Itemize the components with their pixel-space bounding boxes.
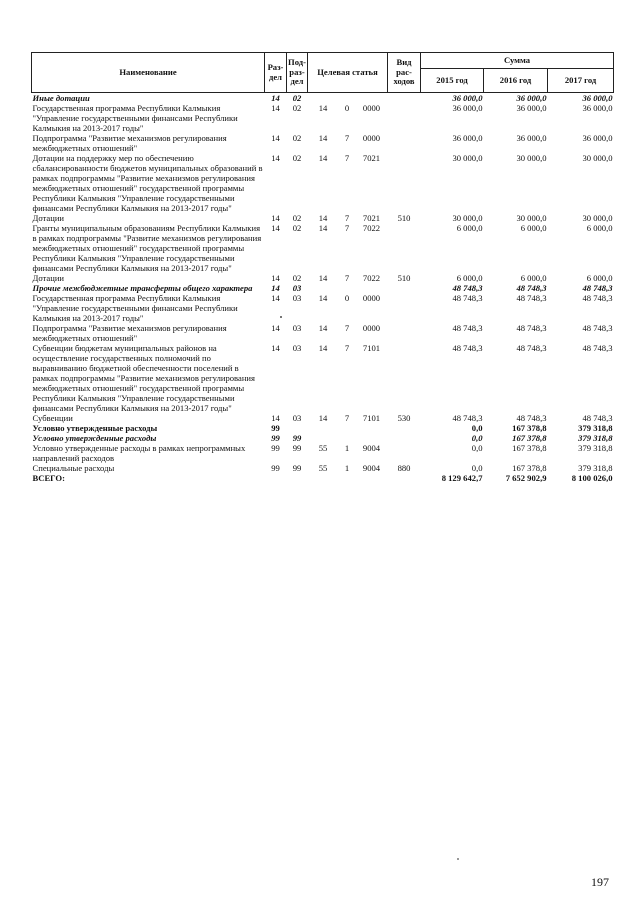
row-subsection: 02: [292, 103, 302, 113]
row-target-program: [308, 283, 339, 293]
row-expense-type: [388, 293, 421, 323]
row-sum-2015: 30 000,0: [452, 213, 483, 223]
row-section: 99: [271, 423, 280, 433]
row-sum-2015: 48 748,3: [452, 283, 483, 293]
row-sum-2017: 379 318,8: [578, 423, 613, 433]
row-expense-type: [388, 133, 421, 153]
row-target-program: 14: [318, 343, 328, 353]
row-section: 14: [271, 93, 280, 103]
row-section: 14: [271, 413, 280, 423]
row-target-code: 0000: [362, 323, 381, 333]
table-row: [32, 213, 614, 223]
row-target-subprogram: 7: [344, 133, 350, 143]
budget-table: [31, 52, 614, 483]
row-sum-2015: 6 000,0: [456, 223, 483, 233]
row-sum-2015: 36 000,0: [452, 133, 483, 143]
row-sum-2015: 0,0: [471, 433, 483, 443]
row-sum-2016: 7 652 902,9: [505, 473, 547, 483]
row-target-subprogram: [339, 473, 356, 483]
row-subsection: 03: [292, 343, 302, 353]
row-sum-2017: 36 000,0: [582, 93, 613, 103]
header-sum: Сумма: [421, 53, 614, 69]
row-target-code: 7021: [362, 153, 381, 163]
row-name: Иные дотации: [32, 93, 90, 103]
table-row: [32, 413, 614, 423]
row-target-program: 55: [318, 443, 328, 453]
row-name: Условно утвержденные расходы: [32, 423, 158, 433]
row-sum-2016: 167 378,8: [512, 463, 547, 473]
row-section: 99: [271, 443, 280, 453]
header-name: Наименование: [32, 53, 265, 93]
row-section: 14: [271, 133, 280, 143]
row-target-program: 14: [318, 103, 328, 113]
row-section: 14: [271, 323, 280, 333]
row-sum-2016: 36 000,0: [516, 103, 547, 113]
row-target-program: [308, 433, 339, 443]
row-subsection: [287, 423, 308, 433]
row-sum-2017: 48 748,3: [582, 323, 613, 333]
row-sum-2017: 8 100 026,0: [571, 473, 613, 483]
row-sum-2016: 48 748,3: [516, 293, 547, 303]
row-section: [265, 473, 287, 483]
row-sum-2016: 167 378,8: [512, 423, 547, 433]
row-target-subprogram: 7: [344, 213, 350, 223]
row-sum-2017: 30 000,0: [582, 153, 613, 163]
row-target-subprogram: [339, 423, 356, 433]
row-expense-type: [388, 433, 421, 443]
row-sum-2015: 48 748,3: [452, 293, 483, 303]
row-expense-type: 530: [397, 413, 411, 423]
row-target-subprogram: 7: [344, 343, 350, 353]
row-section: 14: [271, 103, 280, 113]
table-row: [32, 433, 614, 443]
row-expense-type: [388, 423, 421, 433]
row-section: 14: [271, 213, 280, 223]
row-name: Подпрограмма "Развитие механизмов регулирования межбюджетных отношений": [32, 133, 227, 153]
header-expense-type: Вид рас-ходов: [388, 53, 421, 93]
row-expense-type: [388, 473, 421, 483]
row-sum-2017: 48 748,3: [582, 283, 613, 293]
row-target-code: [356, 473, 388, 483]
table-row: [32, 343, 614, 413]
row-target-program: [308, 93, 339, 104]
header-2017: 2017 год: [548, 69, 614, 93]
row-sum-2015: 36 000,0: [452, 93, 483, 103]
row-target-program: 14: [318, 323, 328, 333]
row-sum-2015: 8 129 642,7: [441, 473, 483, 483]
row-target-code: 7021: [362, 213, 381, 223]
row-target-subprogram: 7: [344, 413, 350, 423]
row-sum-2016: 48 748,3: [516, 323, 547, 333]
row-name: ВСЕГО:: [32, 473, 65, 483]
row-target-program: 14: [318, 293, 328, 303]
row-sum-2016: 48 748,3: [516, 343, 547, 353]
row-target-program: [308, 423, 339, 433]
table-row: [32, 443, 614, 463]
row-sum-2017: 379 318,8: [578, 433, 613, 443]
row-sum-2017: 48 748,3: [582, 413, 613, 423]
row-name: Дотации: [32, 273, 65, 283]
row-name: Подпрограмма "Развитие механизмов регулирования межбюджетных отношений": [32, 323, 227, 343]
table-row: [32, 293, 614, 323]
row-target-subprogram: 7: [344, 153, 350, 163]
row-name: Прочие межбюджетные трансферты общего характера: [32, 283, 253, 293]
row-target-code: [356, 93, 388, 104]
row-sum-2015: 48 748,3: [452, 413, 483, 423]
row-sum-2017: 6 000,0: [586, 223, 613, 233]
row-sum-2016: 30 000,0: [516, 213, 547, 223]
row-sum-2015: 0,0: [471, 443, 483, 453]
row-target-program: 14: [318, 133, 328, 143]
row-expense-type: 510: [397, 213, 411, 223]
row-expense-type: [388, 343, 421, 413]
header-subsection: Под-раз-дел: [287, 53, 308, 93]
row-sum-2016: 36 000,0: [516, 133, 547, 143]
row-name: Субвенции: [32, 413, 73, 423]
row-subsection: 03: [292, 413, 302, 423]
row-target-program: 14: [318, 213, 328, 223]
row-target-program: 14: [318, 413, 328, 423]
row-subsection: 02: [292, 93, 302, 103]
row-sum-2017: 36 000,0: [582, 103, 613, 113]
row-name: Государственная программа Республики Калмыкия "Управление государственными финансами Республики Калмыкия на 2013-2017 годы": [32, 293, 238, 323]
row-sum-2015: 6 000,0: [456, 273, 483, 283]
row-section: 14: [271, 343, 280, 353]
row-subsection: 02: [292, 213, 302, 223]
row-expense-type: [388, 153, 421, 213]
row-sum-2017: 36 000,0: [582, 133, 613, 143]
row-target-code: 0000: [362, 133, 381, 143]
row-target-program: [308, 473, 339, 483]
row-target-subprogram: 1: [344, 443, 350, 453]
row-name: Специальные расходы: [32, 463, 115, 473]
row-section: 14: [271, 223, 280, 233]
row-target-program: 55: [318, 463, 328, 473]
table-row: [32, 223, 614, 273]
row-subsection: 02: [292, 273, 302, 283]
row-target-subprogram: 7: [344, 273, 350, 283]
table-row: [32, 323, 614, 343]
row-expense-type: [388, 103, 421, 133]
row-name: Условно утвержденные расходы: [32, 433, 157, 443]
table-row: [32, 423, 614, 433]
row-subsection: 02: [292, 133, 302, 143]
row-target-program: 14: [318, 223, 328, 233]
table-row: [32, 153, 614, 213]
row-target-code: 9004: [362, 463, 381, 473]
scan-speck: [457, 858, 459, 860]
row-target-code: 7022: [362, 223, 381, 233]
row-sum-2017: 6 000,0: [586, 273, 613, 283]
table-row: [32, 133, 614, 153]
row-sum-2017: 379 318,8: [578, 463, 613, 473]
row-subsection: 99: [292, 443, 302, 453]
row-target-code: 7101: [362, 343, 381, 353]
row-sum-2015: 48 748,3: [452, 343, 483, 353]
row-sum-2017: 48 748,3: [582, 293, 613, 303]
scan-speck: [280, 316, 282, 318]
row-target-program: 14: [318, 153, 328, 163]
table-row: [32, 473, 614, 483]
row-section: 14: [271, 153, 280, 163]
row-target-code: 9004: [362, 443, 381, 453]
row-name: Гранты муниципальным образованиям Республики Калмыкия в рамках подпрограммы "Развитие механизмов регулирования межбюджетных отношений" государственной программы Республики Калмыкия "Управление государственными финансами Республики Калмыкия на 2013-2017 годы": [32, 223, 262, 273]
row-name: Государственная программа Республики Калмыкия "Управление государственными финансами Республики Калмыкия на 2013-2017 годы": [32, 103, 238, 133]
header-2016: 2016 год: [484, 69, 548, 93]
row-name: Условно утвержденные расходы в рамках непрограммных направлений расходов: [32, 443, 246, 463]
row-target-code: 0000: [362, 103, 381, 113]
row-expense-type: [388, 323, 421, 343]
row-sum-2016: 36 000,0: [516, 93, 547, 103]
table-row: [32, 283, 614, 293]
row-expense-type: [388, 223, 421, 273]
row-sum-2015: 0,0: [471, 463, 483, 473]
row-sum-2017: 30 000,0: [582, 213, 613, 223]
row-target-subprogram: 1: [344, 463, 350, 473]
row-name: Субвенции бюджетам муниципальных районов на осуществление государственных полномочий по выравниванию бюджетной обеспеченности поселений в рамках подпрограммы "Развитие механизмов регулирования межбюджетных отношений" государственной программы Республики Калмыкия "Управление государственными финансами Республики Калмыкия на 2013-2017 годы": [32, 343, 255, 413]
row-subsection: 02: [292, 153, 302, 163]
row-sum-2017: 48 748,3: [582, 343, 613, 353]
row-section: 14: [271, 283, 280, 293]
table-row: [32, 273, 614, 283]
row-expense-type: [388, 93, 421, 104]
row-subsection: 03: [292, 283, 302, 293]
row-sum-2015: 30 000,0: [452, 153, 483, 163]
row-sum-2015: 48 748,3: [452, 323, 483, 333]
row-sum-2016: 167 378,8: [512, 433, 547, 443]
row-expense-type: [388, 443, 421, 463]
row-sum-2016: 167 378,8: [512, 443, 547, 453]
row-target-subprogram: 7: [344, 223, 350, 233]
row-subsection: 03: [292, 323, 302, 333]
row-target-code: [356, 283, 388, 293]
row-sum-2016: 6 000,0: [520, 223, 547, 233]
row-sum-2015: 36 000,0: [452, 103, 483, 113]
page-number: 197: [591, 875, 609, 889]
row-target-subprogram: 7: [344, 323, 350, 333]
row-target-code: 7101: [362, 413, 381, 423]
row-subsection: 99: [292, 433, 302, 443]
table-row: [32, 93, 614, 104]
row-section: 14: [271, 293, 280, 303]
row-section: 14: [271, 273, 280, 283]
row-section: 99: [271, 433, 280, 443]
row-subsection: 99: [292, 463, 302, 473]
row-expense-type: 510: [397, 273, 411, 283]
row-section: 99: [271, 463, 280, 473]
row-sum-2016: 48 748,3: [516, 283, 547, 293]
row-target-program: 14: [318, 273, 328, 283]
header-2015: 2015 год: [421, 69, 484, 93]
row-target-subprogram: [339, 283, 356, 293]
row-name: Дотации: [32, 213, 65, 223]
row-expense-type: 880: [397, 463, 411, 473]
header-target-article: Целевая статья: [308, 53, 388, 93]
row-sum-2015: 0,0: [471, 423, 483, 433]
row-sum-2017: 379 318,8: [578, 443, 613, 453]
table-row: [32, 103, 614, 133]
row-target-code: [356, 433, 388, 443]
row-target-subprogram: [339, 93, 356, 104]
row-target-subprogram: [339, 433, 356, 443]
row-sum-2016: 48 748,3: [516, 413, 547, 423]
row-target-subprogram: 0: [344, 293, 350, 303]
table-row: [32, 463, 614, 473]
row-expense-type: [388, 283, 421, 293]
header-section: Раз-дел: [265, 53, 287, 93]
row-name: Дотации на поддержку мер по обеспечению сбалансированности бюджетов муниципальных образований в рамках подпрограммы "Развитие механизмов регулирования межбюджетных отношений" государственной программы Республики Калмыкия "Управление государственными финансами Республики Калмыкия на 2013-2017 годы": [32, 153, 263, 213]
row-target-code: 0000: [362, 293, 381, 303]
row-sum-2016: 30 000,0: [516, 153, 547, 163]
row-target-code: [356, 423, 388, 433]
row-target-subprogram: 0: [344, 103, 350, 113]
row-subsection: [287, 473, 308, 483]
row-subsection: 02: [292, 223, 302, 233]
row-sum-2016: 6 000,0: [520, 273, 547, 283]
row-subsection: 03: [292, 293, 302, 303]
row-target-code: 7022: [362, 273, 381, 283]
